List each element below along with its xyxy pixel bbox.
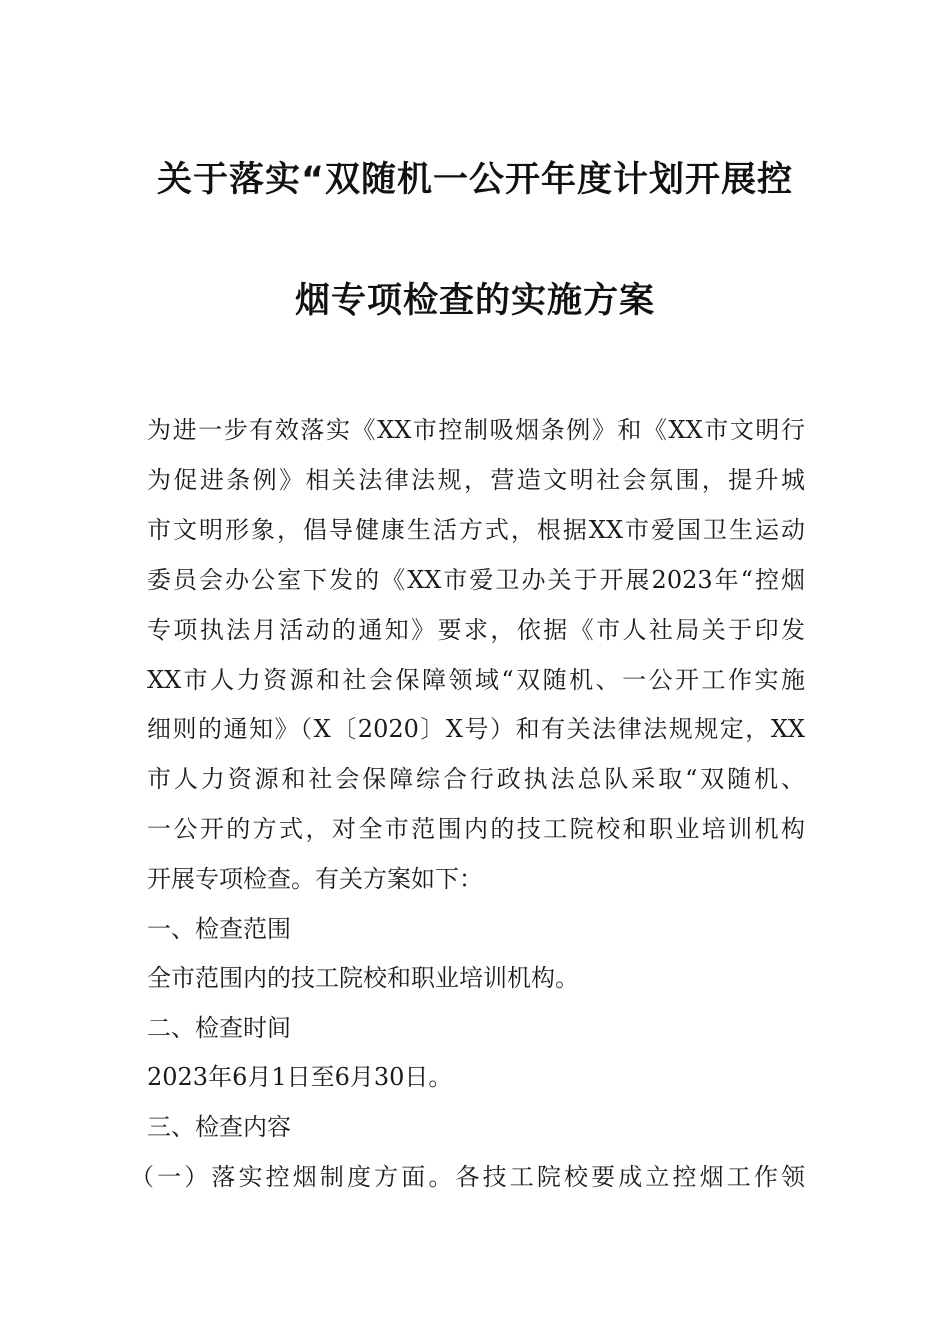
intro-line: 细则的通知》（X〔2020〕X号）和有关法律法规规定，XX	[147, 715, 805, 743]
intro-line: 委员会办公室下发的《XX市爱卫办关于开展2023年“控烟	[147, 566, 805, 594]
intro-line: 专项执法月活动的通知》要求，依据《市人社局关于印发	[147, 616, 805, 644]
intro-line: XX市人力资源和社会保障领域“双随机、一公开工作实施	[147, 666, 805, 694]
section-heading-content: 三、检查内容	[147, 1113, 291, 1141]
section-heading-scope: 一、检查范围	[147, 915, 291, 943]
section-item-smoking-control: （一）落实控烟制度方面。各技工院校要成立控烟工作领	[130, 1163, 805, 1191]
document-title-line-1: 关于落实“双随机一公开年度计划开展控	[156, 160, 793, 200]
intro-line: 市人力资源和社会保障综合行政执法总队采取“双随机、	[147, 765, 805, 793]
intro-line: 为进一步有效落实《XX市控制吸烟条例》和《XX市文明行	[147, 416, 805, 444]
intro-line: 市文明形象，倡导健康生活方式，根据XX市爱国卫生运动	[147, 516, 805, 544]
section-text-time: 2023年6月1日至6月30日。	[147, 1063, 453, 1091]
section-heading-time: 二、检查时间	[147, 1014, 291, 1042]
intro-line: 为促进条例》相关法律法规，营造文明社会氛围，提升城	[147, 466, 805, 494]
section-text-scope: 全市范围内的技工院校和职业培训机构。	[147, 964, 579, 992]
intro-line: 开展专项检查。有关方案如下：	[147, 865, 483, 893]
intro-line: 一公开的方式，对全市范围内的技工院校和职业培训机构	[147, 815, 805, 843]
document-title-line-2: 烟专项检查的实施方案	[294, 281, 655, 321]
